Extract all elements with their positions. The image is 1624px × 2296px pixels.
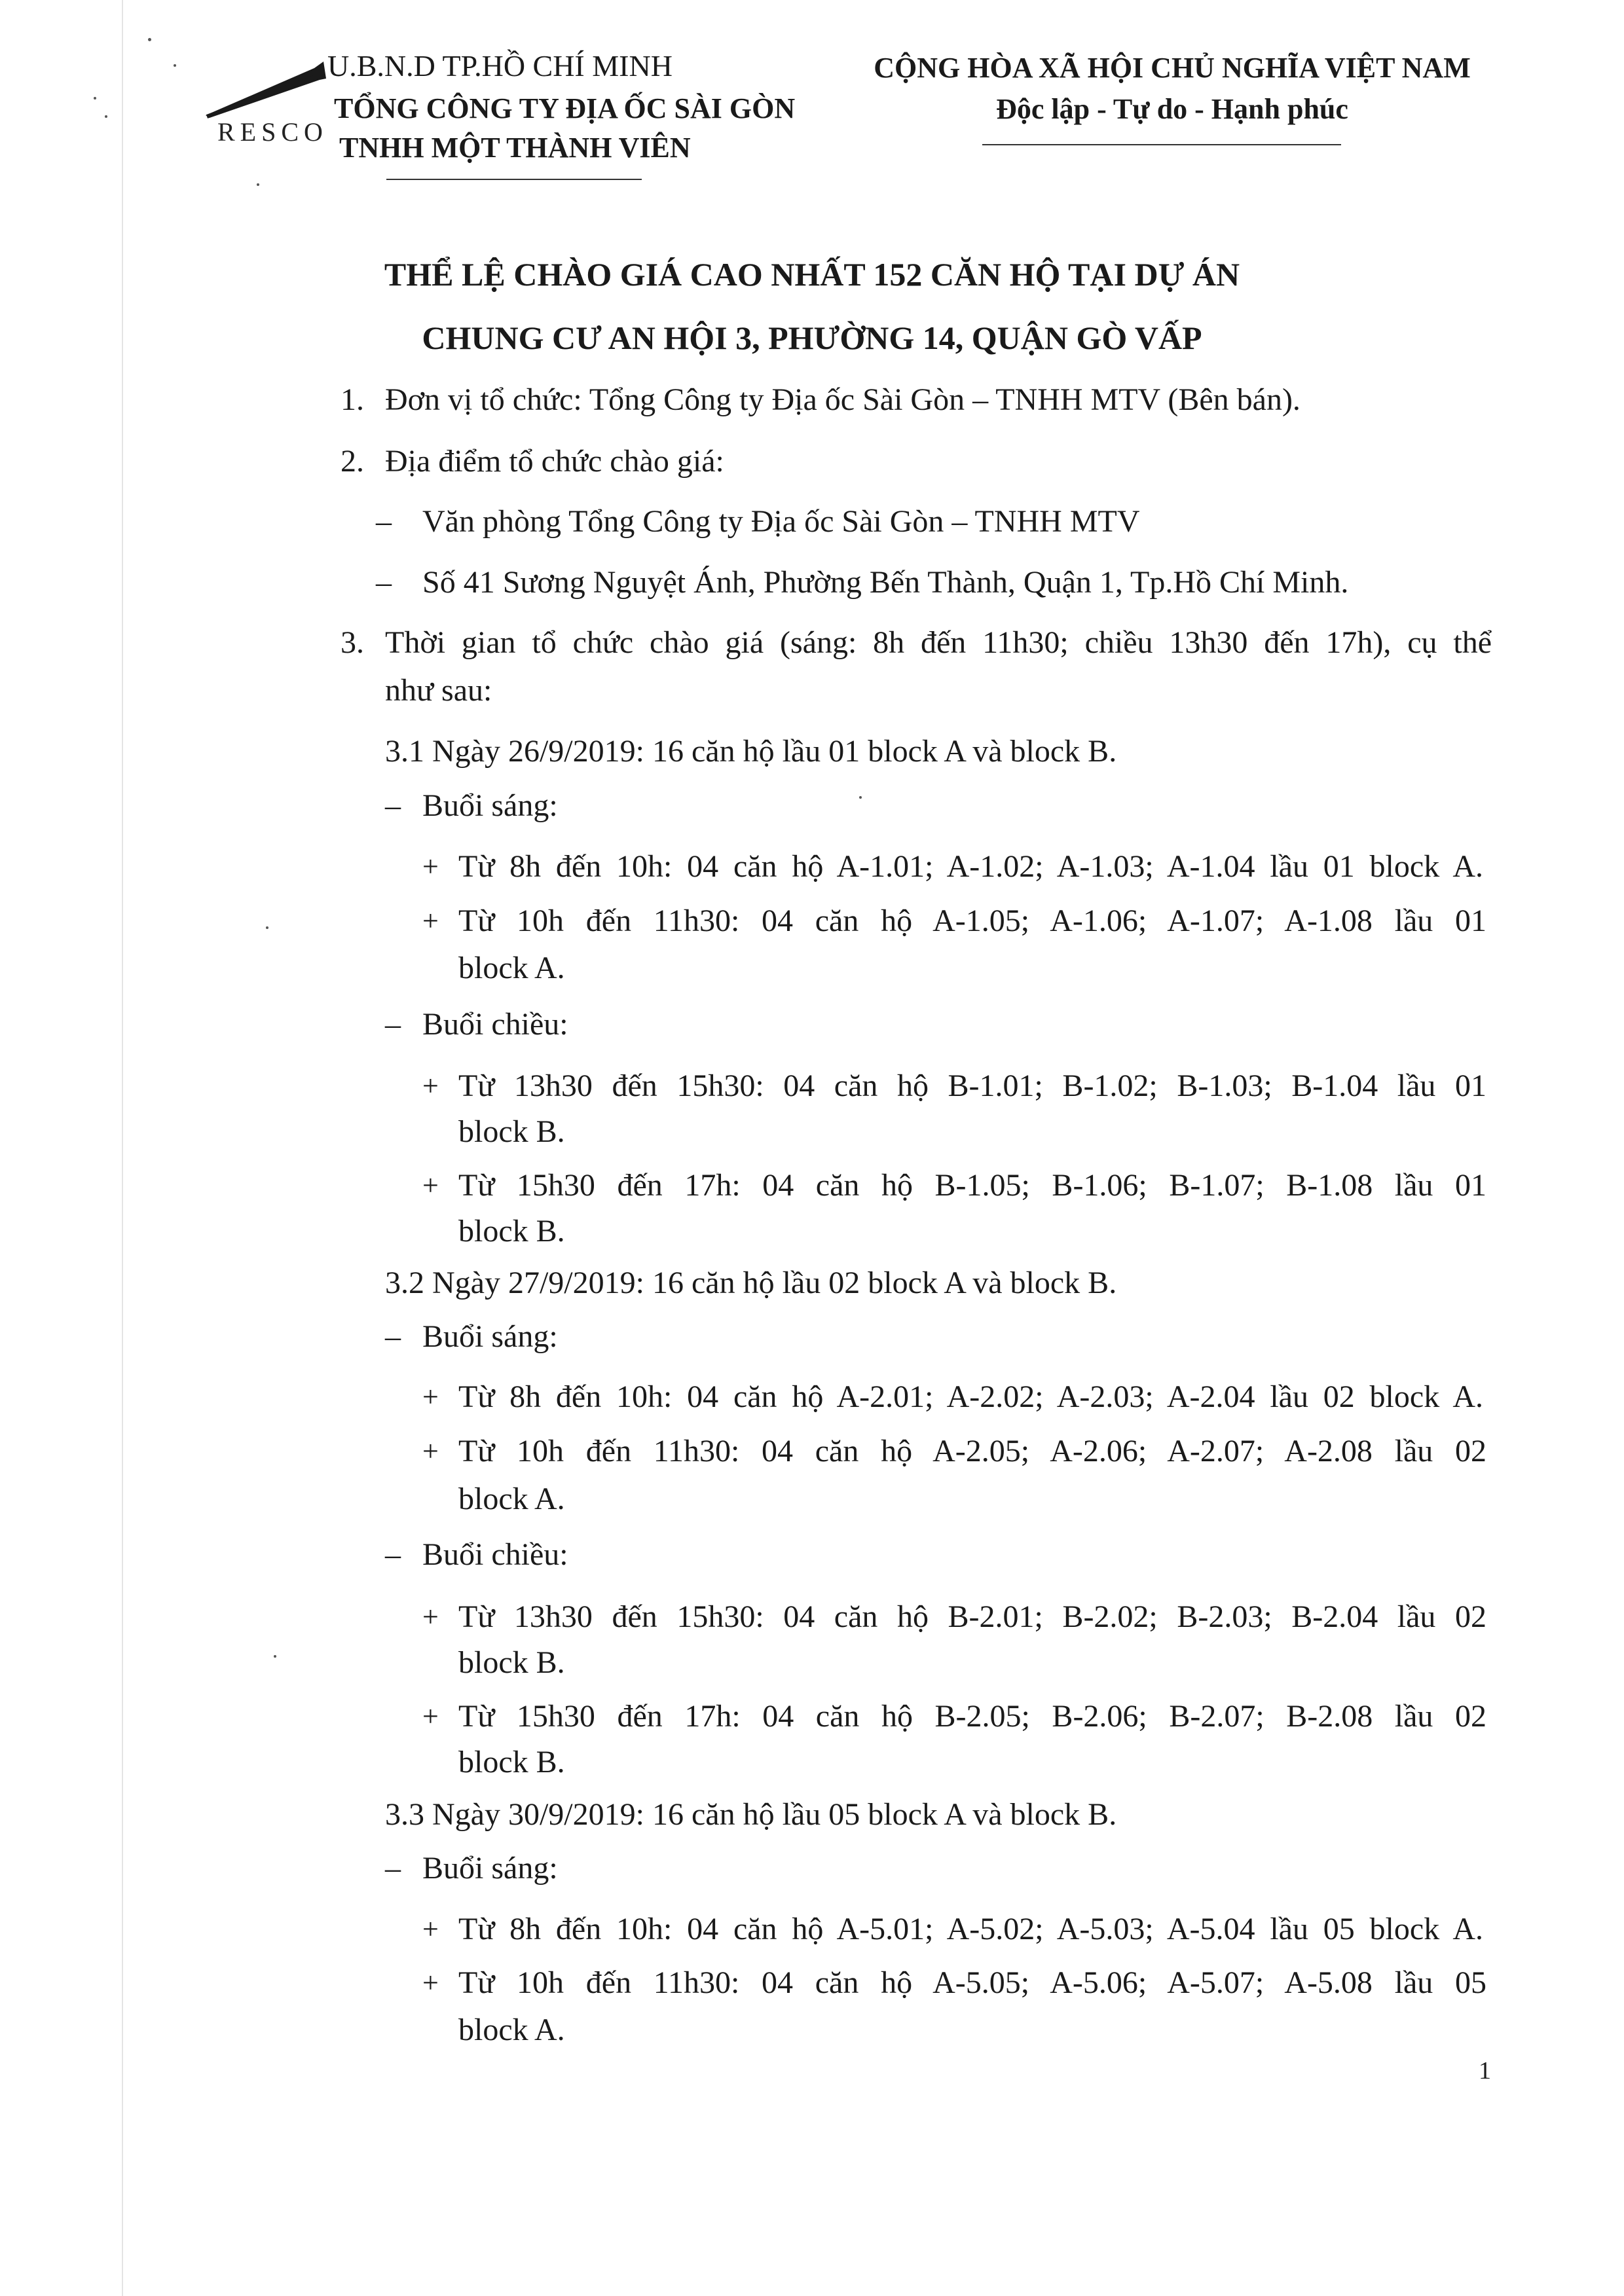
dash-bullet: – — [376, 565, 392, 600]
plus-bullet: + — [422, 905, 439, 937]
venue-office: Văn phòng Tổng Công ty Địa ốc Sài Gòn – TNHH MTV — [422, 504, 1140, 539]
issuer-authority: U.B.N.D TP.HỒ CHÍ MINH — [327, 49, 673, 82]
scan-speck — [266, 926, 268, 929]
plus-bullet: + — [422, 1700, 439, 1732]
dash-bullet: – — [385, 1851, 401, 1886]
plus-bullet: + — [422, 1070, 439, 1102]
item-schedule-cont: như sau: — [385, 673, 492, 708]
session-label: Buổi sáng: — [422, 1319, 558, 1354]
day-heading: 3.1 Ngày 26/9/2019: 16 căn hộ lầu 01 block A và block B. — [385, 734, 1117, 769]
session-label: Buổi chiều: — [422, 1007, 568, 1042]
item-number: 1. — [341, 382, 364, 417]
slot-line-cont: block A. — [458, 1482, 565, 1516]
dash-bullet: – — [385, 1319, 401, 1354]
slot-line: Từ 10h đến 11h30: 04 căn hộ A-2.05; A-2.06; A-2.07; A-2.08 lầu 02 — [458, 1434, 1486, 1468]
scan-speck — [105, 115, 107, 118]
slot-line: Từ 8h đến 10h: 04 căn hộ A-1.01; A-1.02; A-1.03; A-1.04 lầu 01 block A. — [458, 849, 1483, 884]
issuer-underline — [386, 179, 642, 180]
document-title-line1: THỂ LỆ CHÀO GIÁ CAO NHẤT 152 CĂN HỘ TẠI DỰ ÁN — [384, 256, 1240, 293]
motto-underline — [982, 144, 1341, 145]
slot-line-cont: block B. — [458, 1114, 565, 1149]
slot-line: Từ 15h30 đến 17h: 04 căn hộ B-2.05; B-2.06; B-2.07; B-2.08 lầu 02 — [458, 1699, 1486, 1734]
slot-line: Từ 10h đến 11h30: 04 căn hộ A-5.05; A-5.06; A-5.07; A-5.08 lầu 05 — [458, 1965, 1486, 2000]
plus-bullet: + — [422, 1601, 439, 1633]
national-motto: Độc lập - Tự do - Hạnh phúc — [996, 93, 1348, 125]
dash-bullet: – — [385, 788, 401, 823]
plus-bullet: + — [422, 1967, 439, 1999]
plus-bullet: + — [422, 850, 439, 883]
document-title-line2: CHUNG CƯ AN HỘI 3, PHƯỜNG 14, QUẬN GÒ VẤP — [422, 319, 1202, 356]
logo-text: RESCO — [217, 117, 328, 147]
slot-line-cont: block B. — [458, 1214, 565, 1248]
plus-bullet: + — [422, 1381, 439, 1413]
dash-bullet: – — [385, 1007, 401, 1042]
scan-edge-shadow — [122, 0, 123, 2296]
slot-line: Từ 8h đến 10h: 04 căn hộ A-2.01; A-2.02; A-2.03; A-2.04 lầu 02 block A. — [458, 1379, 1483, 1414]
scan-speck — [274, 1655, 276, 1658]
scan-speck — [148, 38, 151, 41]
issuer-type: TNHH MỘT THÀNH VIÊN — [339, 132, 691, 164]
slot-line-cont: block B. — [458, 1745, 565, 1779]
slot-line-cont: block B. — [458, 1645, 565, 1680]
slot-line: Từ 13h30 đến 15h30: 04 căn hộ B-2.01; B-2.02; B-2.03; B-2.04 lầu 02 — [458, 1599, 1486, 1634]
session-label: Buổi chiều: — [422, 1537, 568, 1572]
slot-line: Từ 8h đến 10h: 04 căn hộ A-5.01; A-5.02; A-5.03; A-5.04 lầu 05 block A. — [458, 1912, 1483, 1946]
day-heading: 3.3 Ngày 30/9/2019: 16 căn hộ lầu 05 block A và block B. — [385, 1797, 1117, 1832]
scan-speck — [257, 183, 259, 186]
venue-address: Số 41 Sương Nguyệt Ánh, Phường Bến Thành, Quận 1, Tp.Hồ Chí Minh. — [422, 565, 1349, 600]
scan-speck — [94, 97, 96, 100]
national-motto-block — [851, 51, 1493, 126]
slot-line: Từ 13h30 đến 15h30: 04 căn hộ B-1.01; B-1.02; B-1.03; B-1.04 lầu 01 — [458, 1068, 1486, 1103]
page-number: 1 — [1479, 2057, 1491, 2085]
issuer-name: TỔNG CÔNG TY ĐỊA ỐC SÀI GÒN — [334, 92, 796, 124]
dash-bullet: – — [385, 1537, 401, 1572]
item-organizer: Đơn vị tổ chức: Tổng Công ty Địa ốc Sài Gòn – TNHH MTV (Bên bán). — [385, 382, 1301, 417]
item-venue: Địa điểm tổ chức chào giá: — [385, 444, 724, 479]
scan-speck — [859, 796, 862, 799]
plus-bullet: + — [422, 1913, 439, 1945]
slot-line-cont: block A. — [458, 2013, 565, 2047]
scan-speck — [174, 64, 176, 67]
nation-name: CỘNG HÒA XÃ HỘI CHỦ NGHĨA VIỆT NAM — [874, 52, 1471, 84]
slot-line: Từ 15h30 đến 17h: 04 căn hộ B-1.05; B-1.06; B-1.07; B-1.08 lầu 01 — [458, 1168, 1486, 1203]
plus-bullet: + — [422, 1169, 439, 1201]
session-label: Buổi sáng: — [422, 788, 558, 823]
dash-bullet: – — [376, 504, 392, 539]
day-heading: 3.2 Ngày 27/9/2019: 16 căn hộ lầu 02 block A và block B. — [385, 1266, 1117, 1300]
session-label: Buổi sáng: — [422, 1851, 558, 1886]
resco-logo — [203, 59, 347, 157]
slot-line: Từ 10h đến 11h30: 04 căn hộ A-1.05; A-1.06; A-1.07; A-1.08 lầu 01 — [458, 903, 1486, 938]
plus-bullet: + — [422, 1435, 439, 1467]
item-number: 3. — [341, 625, 364, 660]
item-schedule: Thời gian tổ chức chào giá (sáng: 8h đến 11h30; chiều 13h30 đến 17h), cụ thể — [385, 625, 1492, 660]
slot-line-cont: block A. — [458, 951, 565, 985]
item-number: 2. — [341, 444, 364, 479]
